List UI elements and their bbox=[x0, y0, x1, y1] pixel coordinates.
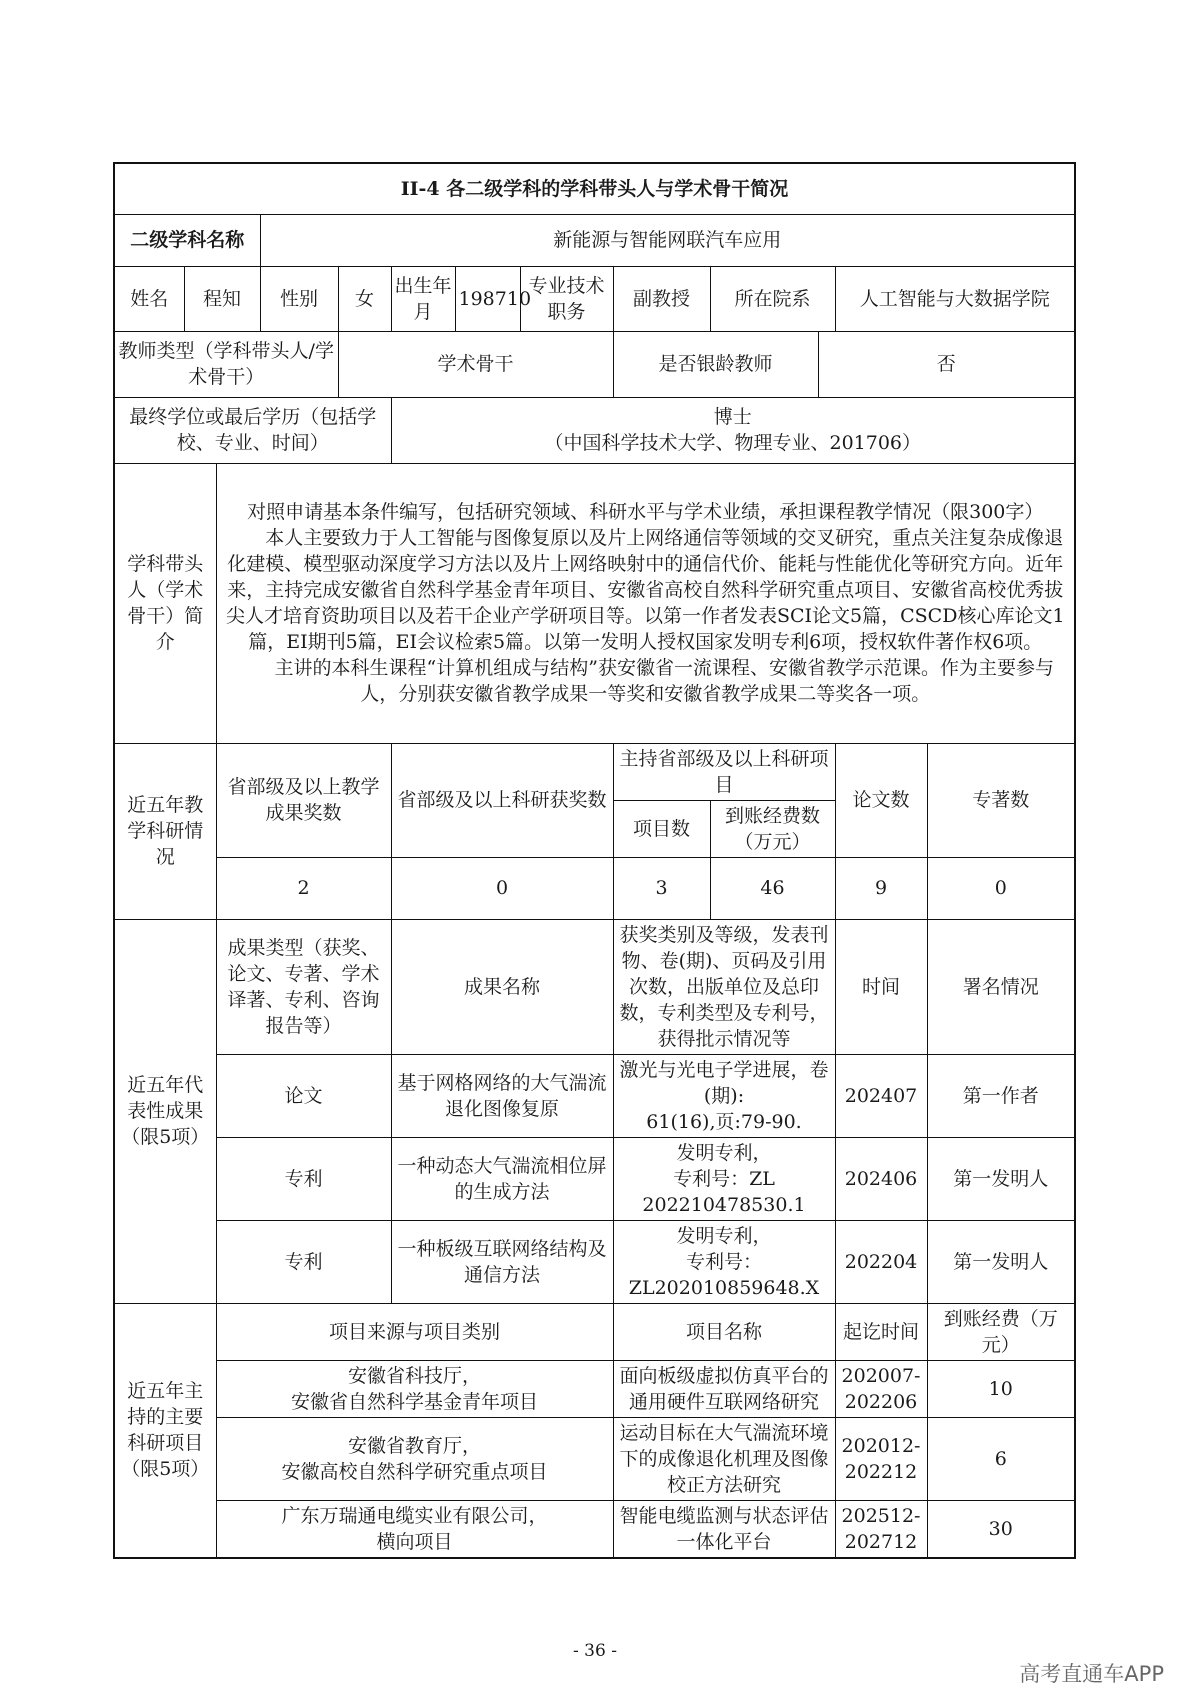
stats-projects-header: 主持省部级及以上科研项目 bbox=[613, 743, 835, 800]
subject-label: 二级学科名称 bbox=[114, 214, 260, 266]
stats-teach-value: 2 bbox=[216, 857, 391, 919]
achievement-detail-cell bbox=[613, 1054, 835, 1137]
gender-label: 性别 bbox=[260, 266, 338, 331]
intro-label: 学科带头人（学术骨干）简介 bbox=[114, 463, 216, 743]
project-name: 运动目标在大气湍流环境下的成像退化机理及图像校正方法研究 bbox=[613, 1417, 835, 1500]
degree-label: 最终学位或最后学历（包括学校、专业、时间） bbox=[114, 397, 391, 463]
degree-cell bbox=[391, 397, 1075, 463]
achievement-detail-line-2: 61(16),页:79-90. bbox=[646, 1110, 802, 1133]
achievement-sign: 第一发明人 bbox=[927, 1137, 1075, 1220]
achievement-detail-cell bbox=[613, 1137, 835, 1220]
achievement-sign: 第一作者 bbox=[927, 1054, 1075, 1137]
achievement-row bbox=[114, 1054, 1075, 1137]
projects-funds-header: 到账经费（万元） bbox=[927, 1303, 1075, 1360]
achievement-type: 专利 bbox=[216, 1220, 391, 1303]
achievement-sign: 第一发明人 bbox=[927, 1220, 1075, 1303]
project-row bbox=[114, 1417, 1075, 1500]
project-time-start: 202012- bbox=[841, 1434, 921, 1457]
achievements-label: 近五年代表性成果（限5项） bbox=[114, 919, 216, 1303]
birth-label: 出生年月 bbox=[391, 266, 455, 331]
section-title: II-4 各二级学科的学科带头人与学术骨干简况 bbox=[114, 163, 1075, 214]
profile-table bbox=[113, 162, 1076, 1559]
achievement-detail-line-2: 专利号：ZL 202210478530.1 bbox=[642, 1167, 806, 1216]
project-row bbox=[114, 1360, 1075, 1417]
title-value: 副教授 bbox=[613, 266, 710, 331]
projects-name-header: 项目名称 bbox=[613, 1303, 835, 1360]
project-source-line-1: 安徽省教育厅， bbox=[347, 1434, 481, 1457]
achievement-time: 202407 bbox=[835, 1054, 927, 1137]
teacher-type-label: 教师类型（学科带头人/学术骨干） bbox=[114, 331, 338, 397]
project-source-cell bbox=[216, 1500, 613, 1558]
projects-label: 近五年主持的主要科研项目（限5项） bbox=[114, 1303, 216, 1558]
project-source-cell bbox=[216, 1360, 613, 1417]
stats-papers-value: 9 bbox=[835, 857, 927, 919]
project-source-line-2: 横向项目 bbox=[376, 1530, 453, 1553]
achievement-detail-cell bbox=[613, 1220, 835, 1303]
project-time-start: 202007- bbox=[841, 1364, 921, 1387]
achievement-name: 一种板级互联网络结构及通信方法 bbox=[391, 1220, 613, 1303]
project-time-start: 202512- bbox=[841, 1504, 921, 1527]
project-source-cell bbox=[216, 1417, 613, 1500]
achievement-time: 202406 bbox=[835, 1137, 927, 1220]
senior-value: 否 bbox=[818, 331, 1075, 397]
achievements-name-header: 成果名称 bbox=[391, 919, 613, 1054]
achievement-type: 论文 bbox=[216, 1054, 391, 1137]
achievement-detail-line-1: 发明专利， bbox=[676, 1141, 772, 1164]
intro-cell bbox=[216, 463, 1075, 743]
teacher-type-value: 学术骨干 bbox=[338, 331, 613, 397]
projects-source-header: 项目来源与项目类别 bbox=[216, 1303, 613, 1360]
degree-value: 博士 bbox=[713, 406, 752, 428]
project-time-end: 202212 bbox=[844, 1460, 918, 1483]
achievements-sign-header: 署名情况 bbox=[927, 919, 1075, 1054]
stats-count-header: 项目数 bbox=[613, 800, 710, 857]
achievements-time-header: 时间 bbox=[835, 919, 927, 1054]
stats-research-value: 0 bbox=[391, 857, 613, 919]
achievement-time: 202204 bbox=[835, 1220, 927, 1303]
project-funds: 30 bbox=[927, 1500, 1075, 1558]
project-name: 面向板级虚拟仿真平台的通用硬件互联网络研究 bbox=[613, 1360, 835, 1417]
achievement-detail-line-1: 激光与光电子学进展，卷(期): bbox=[619, 1058, 829, 1107]
dept-label: 所在院系 bbox=[710, 266, 835, 331]
achievement-row bbox=[114, 1137, 1075, 1220]
project-time-cell bbox=[835, 1360, 927, 1417]
project-time-end: 202712 bbox=[844, 1530, 918, 1553]
achievement-name: 基于网格网络的大气湍流退化图像复原 bbox=[391, 1054, 613, 1137]
dept-value: 人工智能与大数据学院 bbox=[835, 266, 1075, 331]
projects-time-header: 起讫时间 bbox=[835, 1303, 927, 1360]
achievement-type: 专利 bbox=[216, 1137, 391, 1220]
intro-instruction: 对照申请基本条件编写，包括研究领域、科研水平与学术业绩，承担课程教学情况（限300字） bbox=[247, 501, 1044, 523]
watermark: 高考直通车APP bbox=[1019, 1662, 1164, 1686]
title-label: 专业技术职务 bbox=[520, 266, 613, 331]
senior-label: 是否银龄教师 bbox=[613, 331, 818, 397]
name-label: 姓名 bbox=[114, 266, 184, 331]
stats-funds-value: 46 bbox=[710, 857, 835, 919]
gender-value: 女 bbox=[338, 266, 391, 331]
achievement-row bbox=[114, 1220, 1075, 1303]
project-time-end: 202206 bbox=[844, 1390, 918, 1413]
stats-teach-header: 省部级及以上教学成果奖数 bbox=[216, 743, 391, 857]
project-source-line-2: 安徽省自然科学基金青年项目 bbox=[290, 1390, 538, 1413]
project-funds: 10 bbox=[927, 1360, 1075, 1417]
intro-paragraph-2: 主讲的本科生课程“计算机组成与结构”获安徽省一流课程、安徽省教学示范课。作为主要参与人，分别获安徽省教学成果一等奖和安徽省教学成果二等奖各一项。 bbox=[274, 657, 1054, 705]
achievement-name: 一种动态大气湍流相位屏的生成方法 bbox=[391, 1137, 613, 1220]
stats-books-value: 0 bbox=[927, 857, 1075, 919]
project-source-line-1: 广东万瑞通电缆实业有限公司， bbox=[281, 1504, 548, 1527]
achievements-type-header: 成果类型（获奖、论文、专著、学术译著、专利、咨询报告等） bbox=[216, 919, 391, 1054]
project-time-cell bbox=[835, 1500, 927, 1558]
stats-label: 近五年教学科研情况 bbox=[114, 743, 216, 919]
page-number: - 36 - bbox=[573, 1641, 617, 1661]
project-source-line-2: 安徽高校自然科学研究重点项目 bbox=[281, 1460, 548, 1483]
project-row bbox=[114, 1500, 1075, 1558]
project-source-line-1: 安徽省科技厅， bbox=[347, 1364, 481, 1387]
achievement-detail-line-1: 发明专利， bbox=[676, 1224, 772, 1247]
stats-books-header: 专著数 bbox=[927, 743, 1075, 857]
project-name: 智能电缆监测与状态评估一体化平台 bbox=[613, 1500, 835, 1558]
achievement-detail-line-2: 专利号：ZL202010859648.X bbox=[628, 1250, 820, 1299]
degree-detail: （中国科学技术大学、物理专业、201706） bbox=[544, 432, 922, 454]
stats-funds-header: 到账经费数（万元） bbox=[710, 800, 835, 857]
subject-value: 新能源与智能网联汽车应用 bbox=[260, 214, 1075, 266]
achievements-detail-header: 获奖类别及等级，发表刊物、卷(期)、页码及引用次数，出版单位及总印数，专利类型及专利号，获得批示情况等 bbox=[613, 919, 835, 1054]
stats-count-value: 3 bbox=[613, 857, 710, 919]
stats-papers-header: 论文数 bbox=[835, 743, 927, 857]
name-value: 程知 bbox=[184, 266, 260, 331]
stats-research-header: 省部级及以上科研获奖数 bbox=[391, 743, 613, 857]
project-time-cell bbox=[835, 1417, 927, 1500]
project-funds: 6 bbox=[927, 1417, 1075, 1500]
intro-paragraph-1: 本人主要致力于人工智能与图像复原以及片上网络通信等领域的交叉研究，重点关注复杂成像退化建模、模型驱动深度学习方法以及片上网络映射中的通信代价、能耗与性能优化等研究方向。近年来，主持完成安徽省自然科学基金青年项目、安徽省高校自然科学研究重点项目、安徽省高校优秀拔尖人才培育资助项目以及若干企业产学研项目等。以第一作者发表SCI论文5篇，CSCD核心库论文1篇，EI期刊5篇，EI会议检索5篇。以第一发明人授权国家发明专利6项，授权软件著作权6项。 bbox=[225, 527, 1065, 653]
birth-value: 198710 bbox=[455, 266, 520, 331]
